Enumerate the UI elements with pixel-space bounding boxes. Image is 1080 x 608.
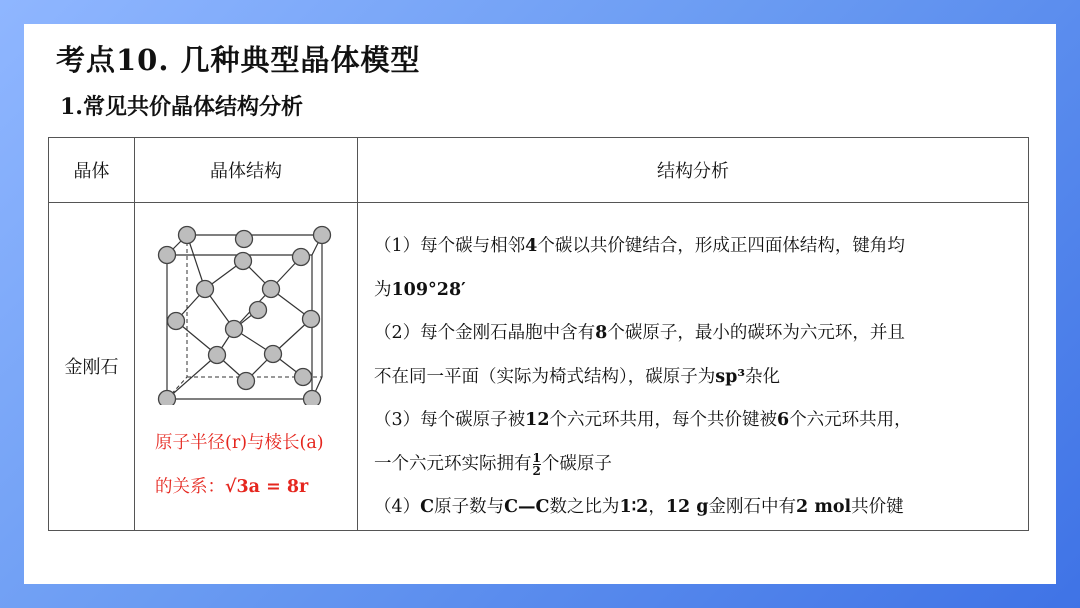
- analysis-text: （1）每个碳与相邻: [374, 236, 526, 256]
- analysis-text: 个碳原子: [541, 453, 612, 474]
- analysis-line-5: [374, 399, 1014, 443]
- carbon-atom: [159, 247, 176, 264]
- bond-angle: 109°28′: [391, 279, 466, 300]
- analysis-mass: 12 g: [665, 497, 709, 517]
- carbon-atom: [250, 302, 267, 319]
- analysis-ratio: 1∶2: [619, 497, 649, 517]
- table-row: [49, 203, 1029, 531]
- carbon-atom: [293, 249, 310, 266]
- analysis-text: 原子数与: [434, 497, 505, 517]
- carbon-atom: [179, 227, 196, 244]
- analysis-line-7: [374, 486, 1014, 530]
- fraction-one-half: [533, 452, 541, 477]
- analysis-text: 金刚石中有: [708, 497, 797, 517]
- header-crystal: 晶体: [49, 138, 135, 203]
- analysis-text: 个六元环共用，: [789, 410, 912, 430]
- analysis-text: （4）: [374, 497, 421, 517]
- analysis-text: 个六元环共用，每个共价键被: [549, 410, 777, 430]
- analysis-text: ，: [648, 497, 666, 517]
- analysis-text: 为: [374, 279, 392, 300]
- analysis-text: （3）每个碳原子被: [374, 410, 526, 430]
- carbon-atom: [295, 369, 312, 386]
- analysis-symbol: C: [420, 497, 435, 517]
- relation-line-1: 原子半径(r)与棱长(a): [155, 433, 324, 453]
- carbon-atom: [314, 227, 331, 244]
- analysis-text: 个碳以共价键结合，形成正四面体结构，键角均: [537, 236, 905, 256]
- analysis-symbol: C—C: [504, 497, 550, 517]
- carbon-atom: [209, 347, 226, 364]
- relation-prefix: 的关系：: [155, 477, 225, 497]
- diamond-unit-cell-diagram: [155, 225, 345, 405]
- carbon-atom: [303, 311, 320, 328]
- carbon-atom: [238, 373, 255, 390]
- crystal-name-cell: 金刚石: [49, 203, 135, 531]
- analysis-text: 个碳原子，最小的碳环为六元环，并且: [607, 323, 905, 343]
- analysis-number: 8: [595, 323, 608, 343]
- carbon-atom: [168, 313, 185, 330]
- analysis-text: 一个六元环实际拥有: [374, 453, 532, 474]
- analysis-moles: 2 mol: [796, 497, 852, 517]
- header-structure: 晶体结构: [135, 138, 358, 203]
- carbon-atom: [226, 321, 243, 338]
- crystal-table: [48, 137, 1029, 531]
- relation-formula: √3a = 8r: [225, 477, 309, 497]
- analysis-line-3: [374, 312, 1014, 356]
- fraction-denominator: 2: [532, 463, 541, 478]
- analysis-text: 共价键: [851, 497, 904, 517]
- carbon-atom: [197, 281, 214, 298]
- carbon-atom: [236, 231, 253, 248]
- carbon-atom: [235, 253, 252, 270]
- analysis-line-4: [374, 356, 1014, 400]
- analysis-text: 数之比为: [549, 497, 620, 517]
- fraction-numerator: 1: [532, 450, 541, 465]
- structure-cell: [135, 203, 358, 531]
- table-header-row: [49, 138, 1029, 203]
- analysis-number: 6: [777, 410, 790, 430]
- analysis-number: 12: [525, 410, 550, 430]
- carbon-atom: [263, 281, 280, 298]
- hybridization: sp³: [715, 366, 746, 387]
- carbon-atom: [265, 346, 282, 363]
- analysis-text: （2）每个金刚石晶胞中含有: [374, 323, 596, 343]
- analysis-text: 杂化: [745, 366, 781, 387]
- header-analysis: 结构分析: [358, 138, 1029, 203]
- analysis-text: 不在同一平面（实际为椅式结构），碳原子为: [374, 366, 716, 387]
- carbon-atom: [159, 391, 176, 406]
- analysis-cell: [358, 203, 1029, 531]
- relation-line-2: [155, 473, 308, 498]
- carbon-atom: [304, 391, 321, 406]
- analysis-line-1: [374, 225, 1014, 269]
- page-title: 考点10. 几种典型晶体模型: [56, 43, 421, 77]
- analysis-line-6: [374, 443, 1014, 487]
- section-subtitle: 1.常见共价晶体结构分析: [60, 94, 303, 120]
- analysis-line-2: [374, 269, 1014, 313]
- analysis-number: 4: [525, 236, 538, 256]
